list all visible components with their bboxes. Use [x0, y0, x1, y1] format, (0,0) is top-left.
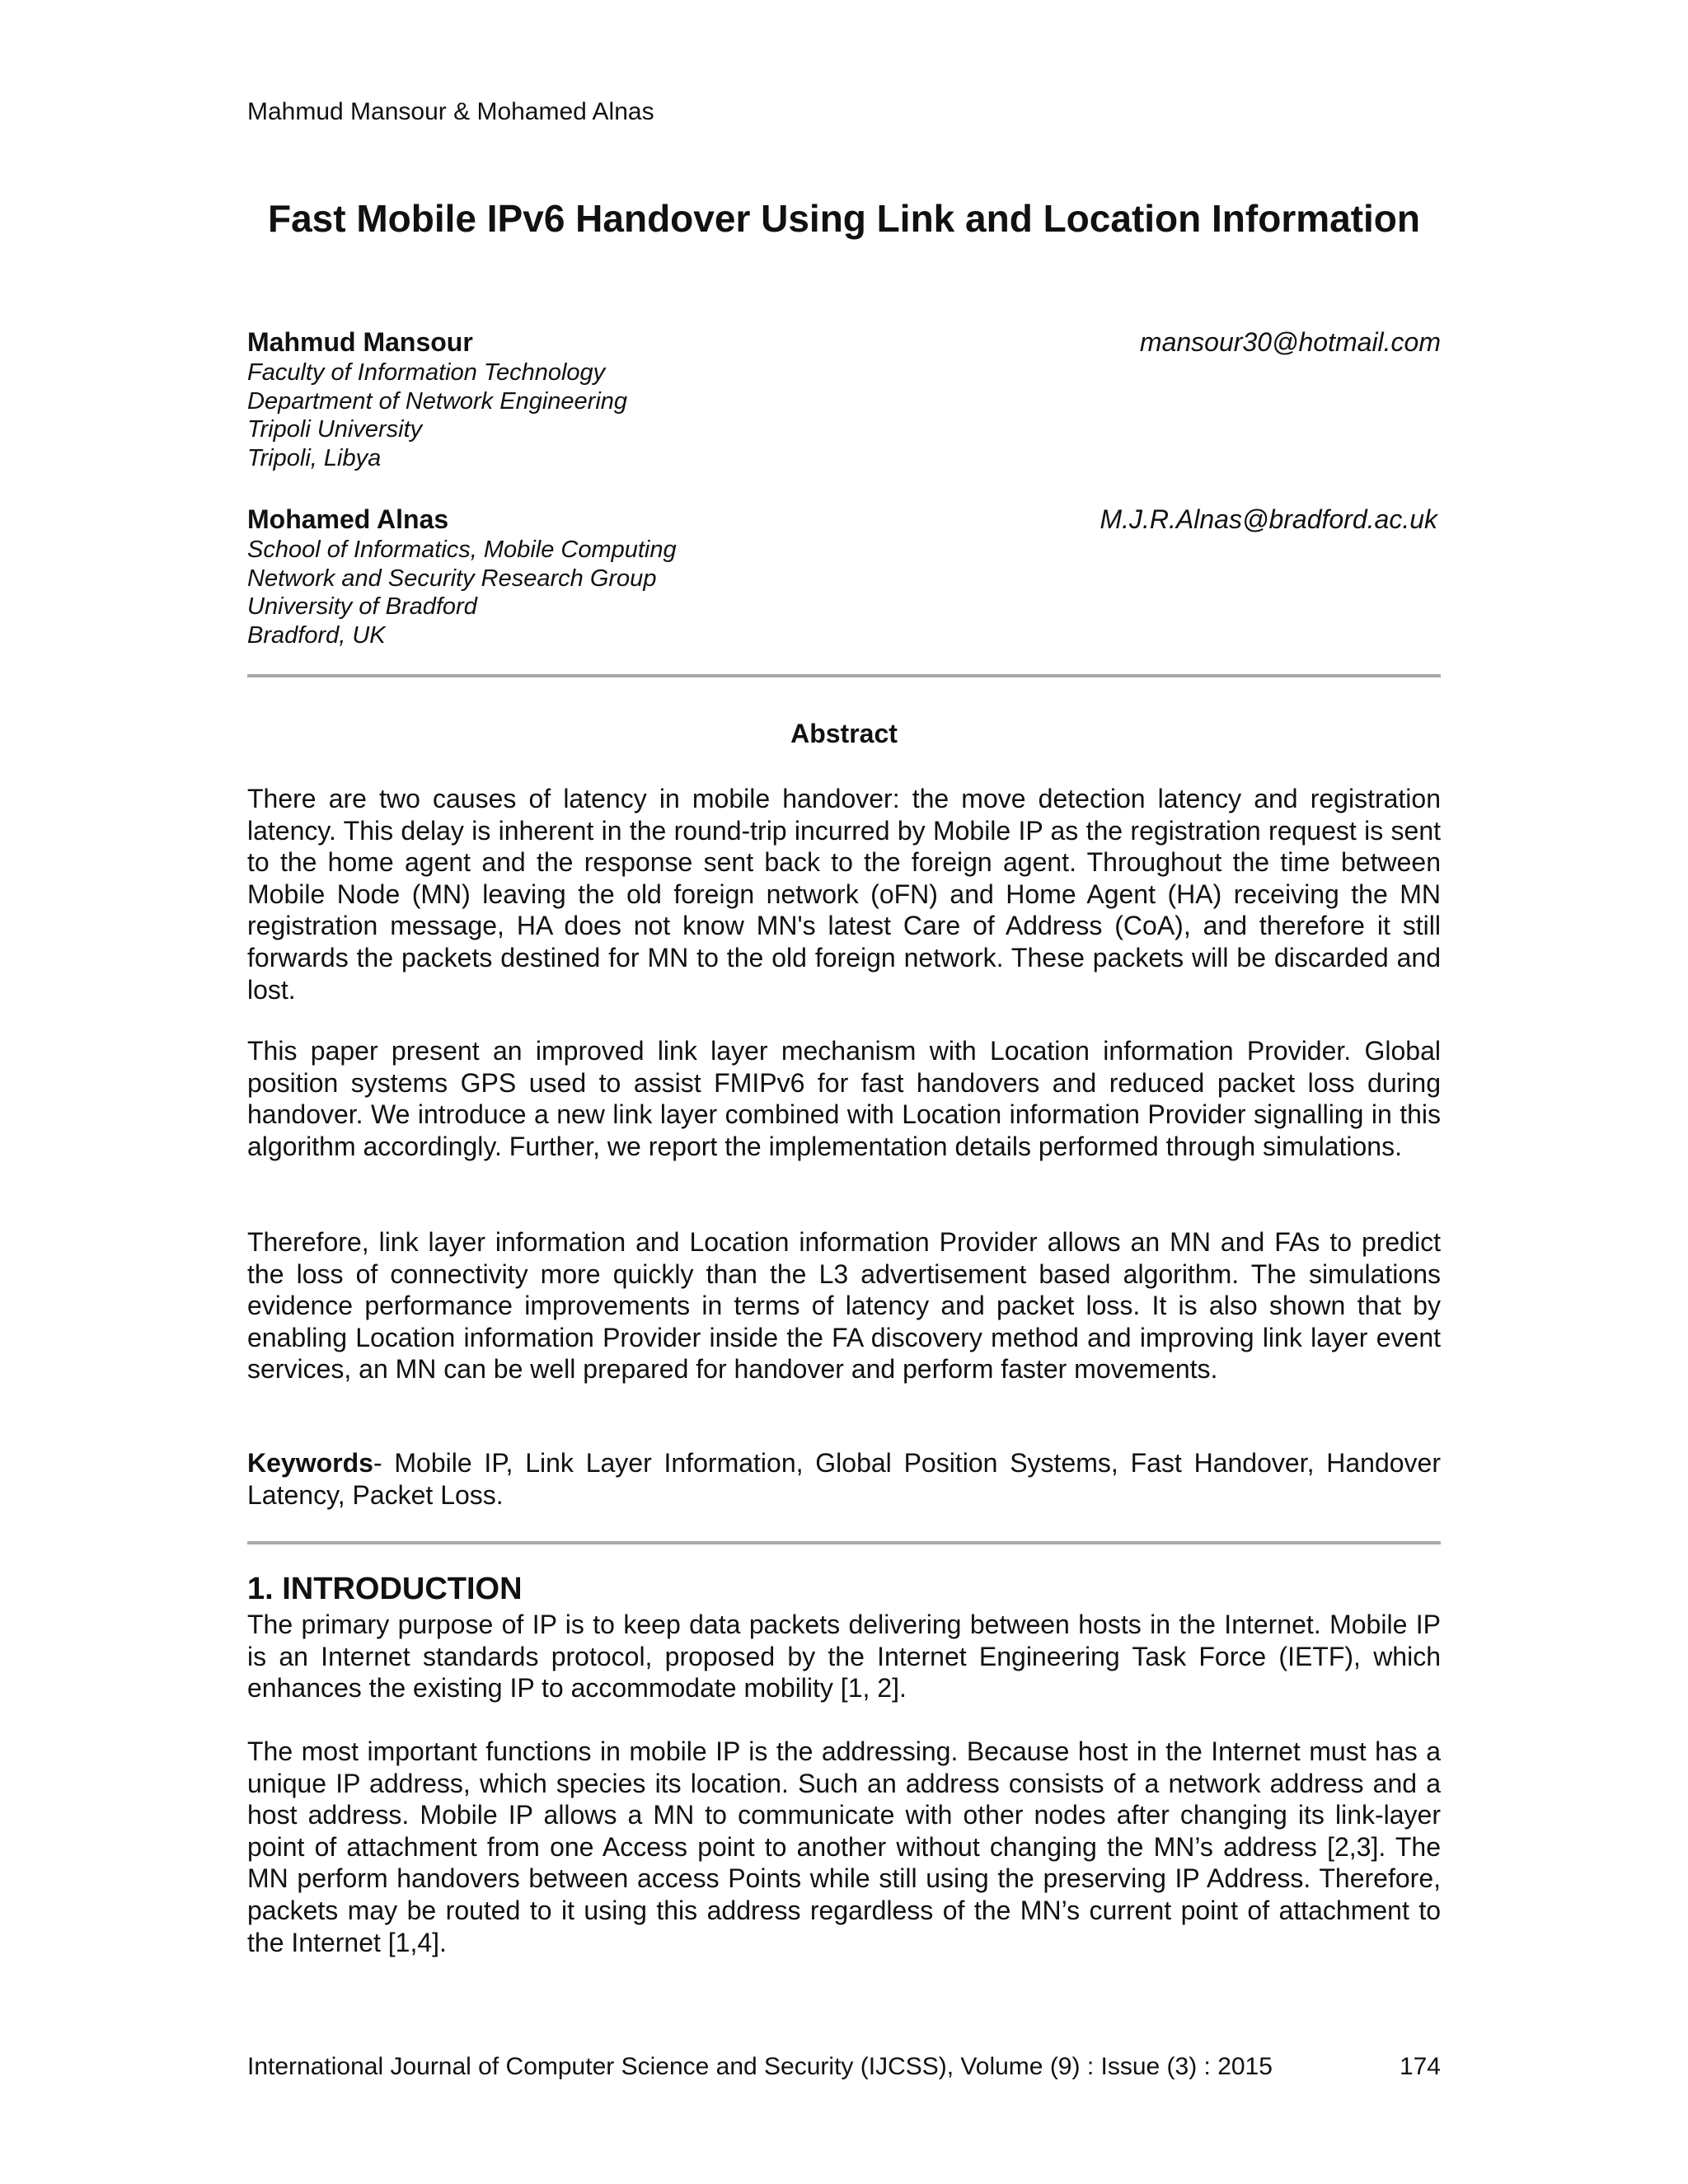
- paper-title: Fast Mobile IPv6 Handover Using Link and Location Information: [267, 197, 1421, 240]
- affiliation-line: School of Informatics, Mobile Computing: [247, 537, 677, 563]
- running-header: Mahmud Mansour & Mohamed Alnas: [247, 98, 654, 125]
- author-name: Mahmud Mansour: [247, 327, 473, 357]
- affiliation-line: Faculty of Information Technology: [247, 359, 606, 386]
- keywords: [247, 1447, 1441, 1511]
- body-paragraph: The most important functions in mobile IP is the addressing. Because host in the Internet must has a unique IP address, which species its location. Such an address consists of a network address and a host address. Mobile IP allows a MN to communicate with other nodes after changing its link-layer point of attachment from one Access point to another without changing the MN’s address [2,3]. The MN perform handovers between access Points while still using the preserving IP Address. Therefore, packets may be routed to it using this address regardless of the MN’s current point of attachment to the Internet [1,4].: [247, 1736, 1441, 1957]
- affiliation-line: Bradford, UK: [247, 621, 386, 649]
- abstract-paragraph: There are two causes of latency in mobile handover: the move detection latency and registration latency. This delay is inherent in the round-trip incurred by Mobile IP as the registration request is sent to the home agent and the response sent back to the foreign agent. Throughout the time between Mobile Node (MN) leaving the old foreign network (oFN) and Home Agent (HA) receiving the MN registration message, HA does not know MN's latest Care of Address (CoA), and therefore it still forwards the packets destined for MN to the old foreign network. These packets will be discarded and lost.: [247, 784, 1441, 1005]
- abstract-paragraph: Therefore, link layer information and Location information Provider allows an MN and FAs to predict the loss of connectivity more quickly than the L3 advertisement based algorithm. The simulations evidence performance improvements in terms of latency and packet loss. It is also shown that by enabling Location information Provider inside the FA discovery method and improving link layer event services, an MN can be well prepared for handover and perform faster movements.: [247, 1227, 1441, 1385]
- author-email: mansour30@hotmail.com: [1139, 327, 1441, 357]
- journal-citation: International Journal of Computer Science and Security (IJCSS), Volume (9) : Issue (3) : 2015: [247, 2053, 1273, 2080]
- affiliation-line: Network and Security Research Group: [247, 565, 657, 592]
- author-email: M.J.R.Alnas@bradford.ac.uk: [1100, 504, 1437, 534]
- affiliation-line: Department of Network Engineering: [247, 387, 628, 415]
- page-footer: [247, 2052, 1441, 2082]
- affiliation-line: Tripoli University: [247, 416, 423, 443]
- author-block-1: [247, 326, 1441, 472]
- section-heading: 1. INTRODUCTION: [247, 1572, 523, 1606]
- abstract-heading: Abstract: [790, 719, 898, 748]
- keywords-label: Keywords: [247, 1448, 373, 1478]
- keywords-text: - Mobile IP, Link Layer Information, Global Position Systems, Fast Handover, Handover Latency, Packet Loss.: [247, 1448, 1441, 1510]
- divider-rule: [247, 674, 1441, 677]
- author-name: Mohamed Alnas: [247, 504, 449, 534]
- affiliation-line: Tripoli, Libya: [247, 444, 382, 471]
- affiliation-line: University of Bradford: [247, 593, 477, 620]
- author-block-2: [247, 503, 1441, 649]
- abstract-paragraph: This paper present an improved link layer mechanism with Location information Provider. Global position systems GPS used to assist FMIPv6 for fast handovers and reduced packet loss during handover. We introduce a new link layer combined with Location information Provider signalling in this algorithm accordingly. Further, we report the implementation details performed through simulations.: [247, 1036, 1441, 1161]
- page-number: 174: [1399, 2053, 1441, 2080]
- divider-rule: [247, 1541, 1441, 1544]
- body-paragraph: The primary purpose of IP is to keep data packets delivering between hosts in the Internet. Mobile IP is an Internet standards protocol, proposed by the Internet Engineering Task Force (IETF), which enhances the existing IP to accommodate mobility [1, 2].: [247, 1610, 1441, 1704]
